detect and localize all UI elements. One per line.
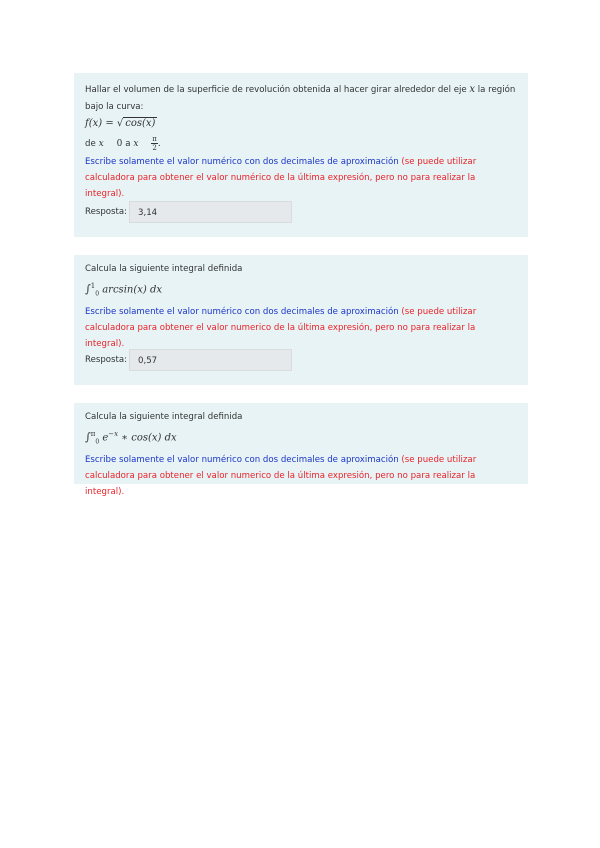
instructions: Escribe solamente el valor numérico con dos decimales de aproximación (se puede utilizar calculadora para obtener el valor numerico de la última expresión, pero no para realizar la integral). bbox=[85, 455, 477, 498]
question-card-2 bbox=[74, 255, 528, 385]
question-text: Calcula la siguiente integral definida bbox=[85, 412, 243, 422]
integral-formula: ∫$^\pi_0$ $e^{-x}$ ∗ cos(x) dx bbox=[85, 430, 177, 446]
answer-input[interactable]: 3,14 bbox=[129, 201, 292, 223]
answer-row bbox=[85, 201, 292, 223]
math-var: x bbox=[469, 84, 476, 95]
question-text: Hallar el volumen de la superficie de revolución obtenida al hacer girar alrededor del eje x la región bajo la curva: bbox=[85, 84, 516, 112]
integral-formula: ∫$^1_0$ arcsin(x) dx bbox=[85, 282, 162, 298]
answer-label: Resposta: bbox=[85, 207, 128, 217]
answer-label: Resposta: bbox=[85, 355, 128, 365]
question-card-3 bbox=[74, 403, 528, 498]
instructions: Escribe solamente el valor numérico con dos decimales de aproximación (se puede utilizar calculadora para obtener el valor numérico de la última expresión, pero no para realizar la integral). bbox=[85, 157, 477, 199]
answer-input[interactable]: 0,57 bbox=[129, 349, 292, 371]
question-card-1 bbox=[74, 73, 528, 237]
pi-over-two: $\frac{\pi}{2}$ bbox=[152, 135, 157, 152]
interval-formula: de x 0 a x $\frac{\pi}{2}$ . bbox=[85, 135, 161, 152]
function-formula: f(x) = √ cos(x) bbox=[85, 118, 156, 129]
answer-row bbox=[85, 349, 292, 371]
question-text: Calcula la siguiente integral definida bbox=[85, 264, 243, 274]
instructions: Escribe solamente el valor numérico con dos decimales de aproximación (se puede utilizar calculadora para obtener el valor numerico de la última expresión, pero no para realizar la integral). bbox=[85, 307, 477, 350]
